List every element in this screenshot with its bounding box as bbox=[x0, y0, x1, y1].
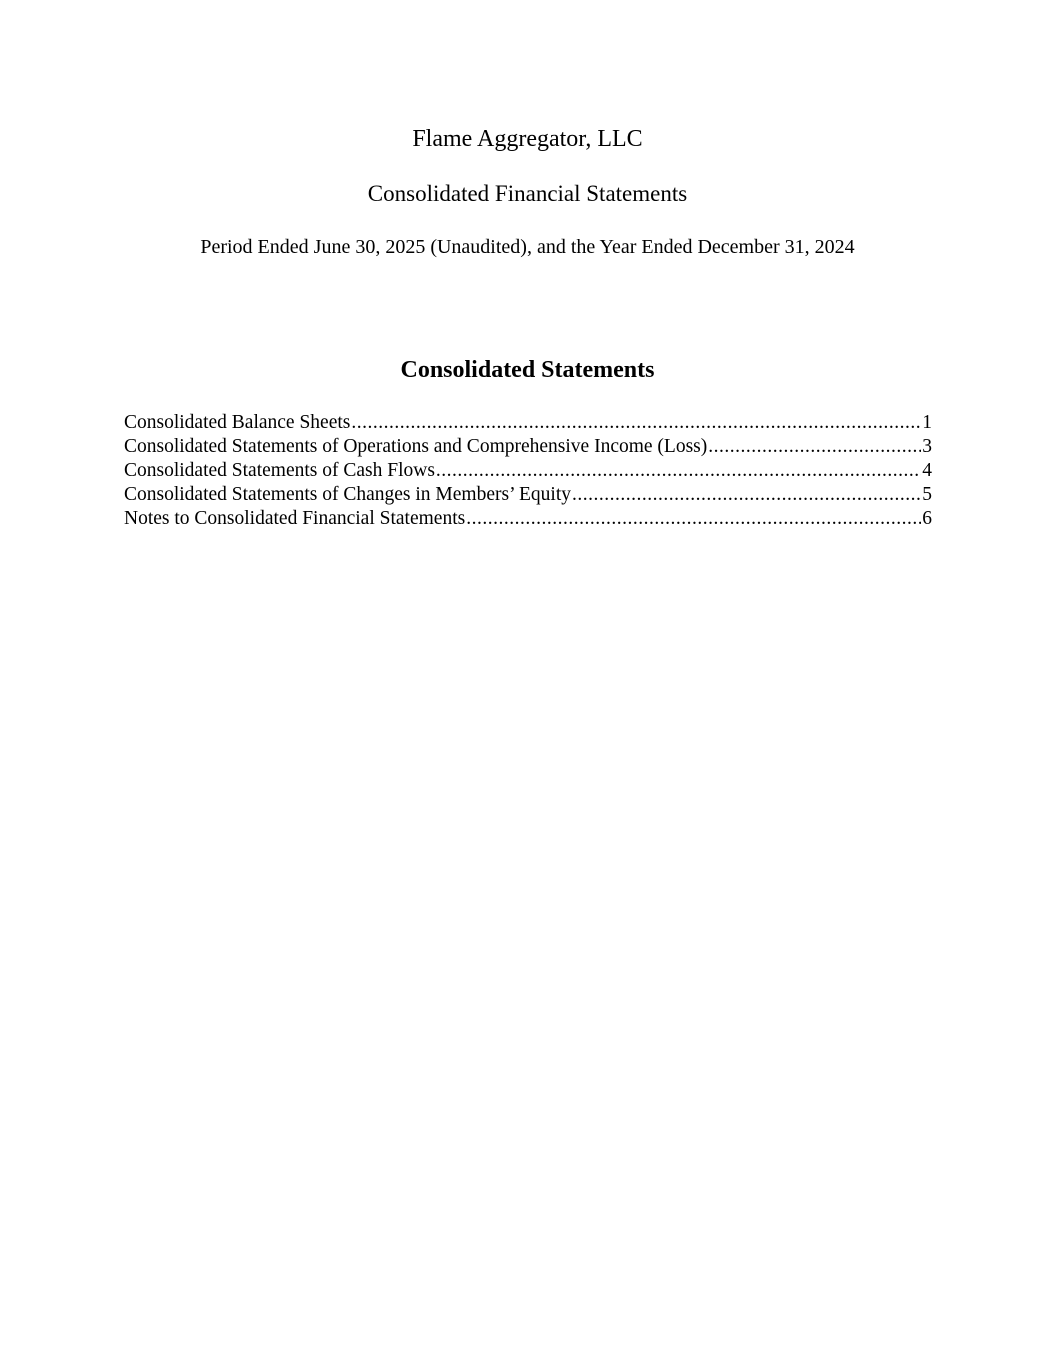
toc-dot-leader bbox=[708, 435, 921, 459]
toc-dot-leader bbox=[436, 459, 921, 483]
toc-entry-label: Notes to Consolidated Financial Statements bbox=[124, 508, 466, 529]
toc-entry-label: Consolidated Statements of Operations and Comprehensive Income (Loss) bbox=[124, 436, 708, 457]
toc-dot-leader bbox=[466, 507, 921, 531]
toc-entry-cash-flows[interactable] bbox=[124, 459, 932, 483]
toc-entry-page: 3 bbox=[922, 436, 932, 457]
document-subtitle: Consolidated Financial Statements bbox=[367, 181, 688, 206]
company-name: Flame Aggregator, LLC bbox=[412, 126, 643, 152]
contents-heading: Consolidated Statements bbox=[400, 357, 655, 383]
reporting-period: Period Ended June 30, 2025 (Unaudited), and the Year Ended December 31, 2024 bbox=[200, 236, 855, 258]
toc-entry-label: Consolidated Balance Sheets bbox=[124, 412, 351, 433]
toc-entry-page: 1 bbox=[922, 412, 932, 433]
toc-entry-label: Consolidated Statements of Cash Flows bbox=[124, 460, 435, 481]
toc-entry-page: 5 bbox=[922, 484, 932, 505]
toc-dot-leader bbox=[351, 411, 921, 435]
toc-entry-operations[interactable] bbox=[124, 435, 932, 459]
toc-entry-members-equity[interactable] bbox=[124, 483, 932, 507]
toc-entry-page: 6 bbox=[922, 508, 932, 529]
table-of-contents bbox=[124, 411, 932, 531]
toc-entry-notes[interactable] bbox=[124, 507, 932, 531]
toc-dot-leader bbox=[572, 483, 921, 507]
toc-entry-page: 4 bbox=[922, 460, 932, 481]
toc-entry-label: Consolidated Statements of Changes in Members’ Equity bbox=[124, 484, 571, 505]
toc-entry-balance-sheets[interactable] bbox=[124, 411, 932, 435]
